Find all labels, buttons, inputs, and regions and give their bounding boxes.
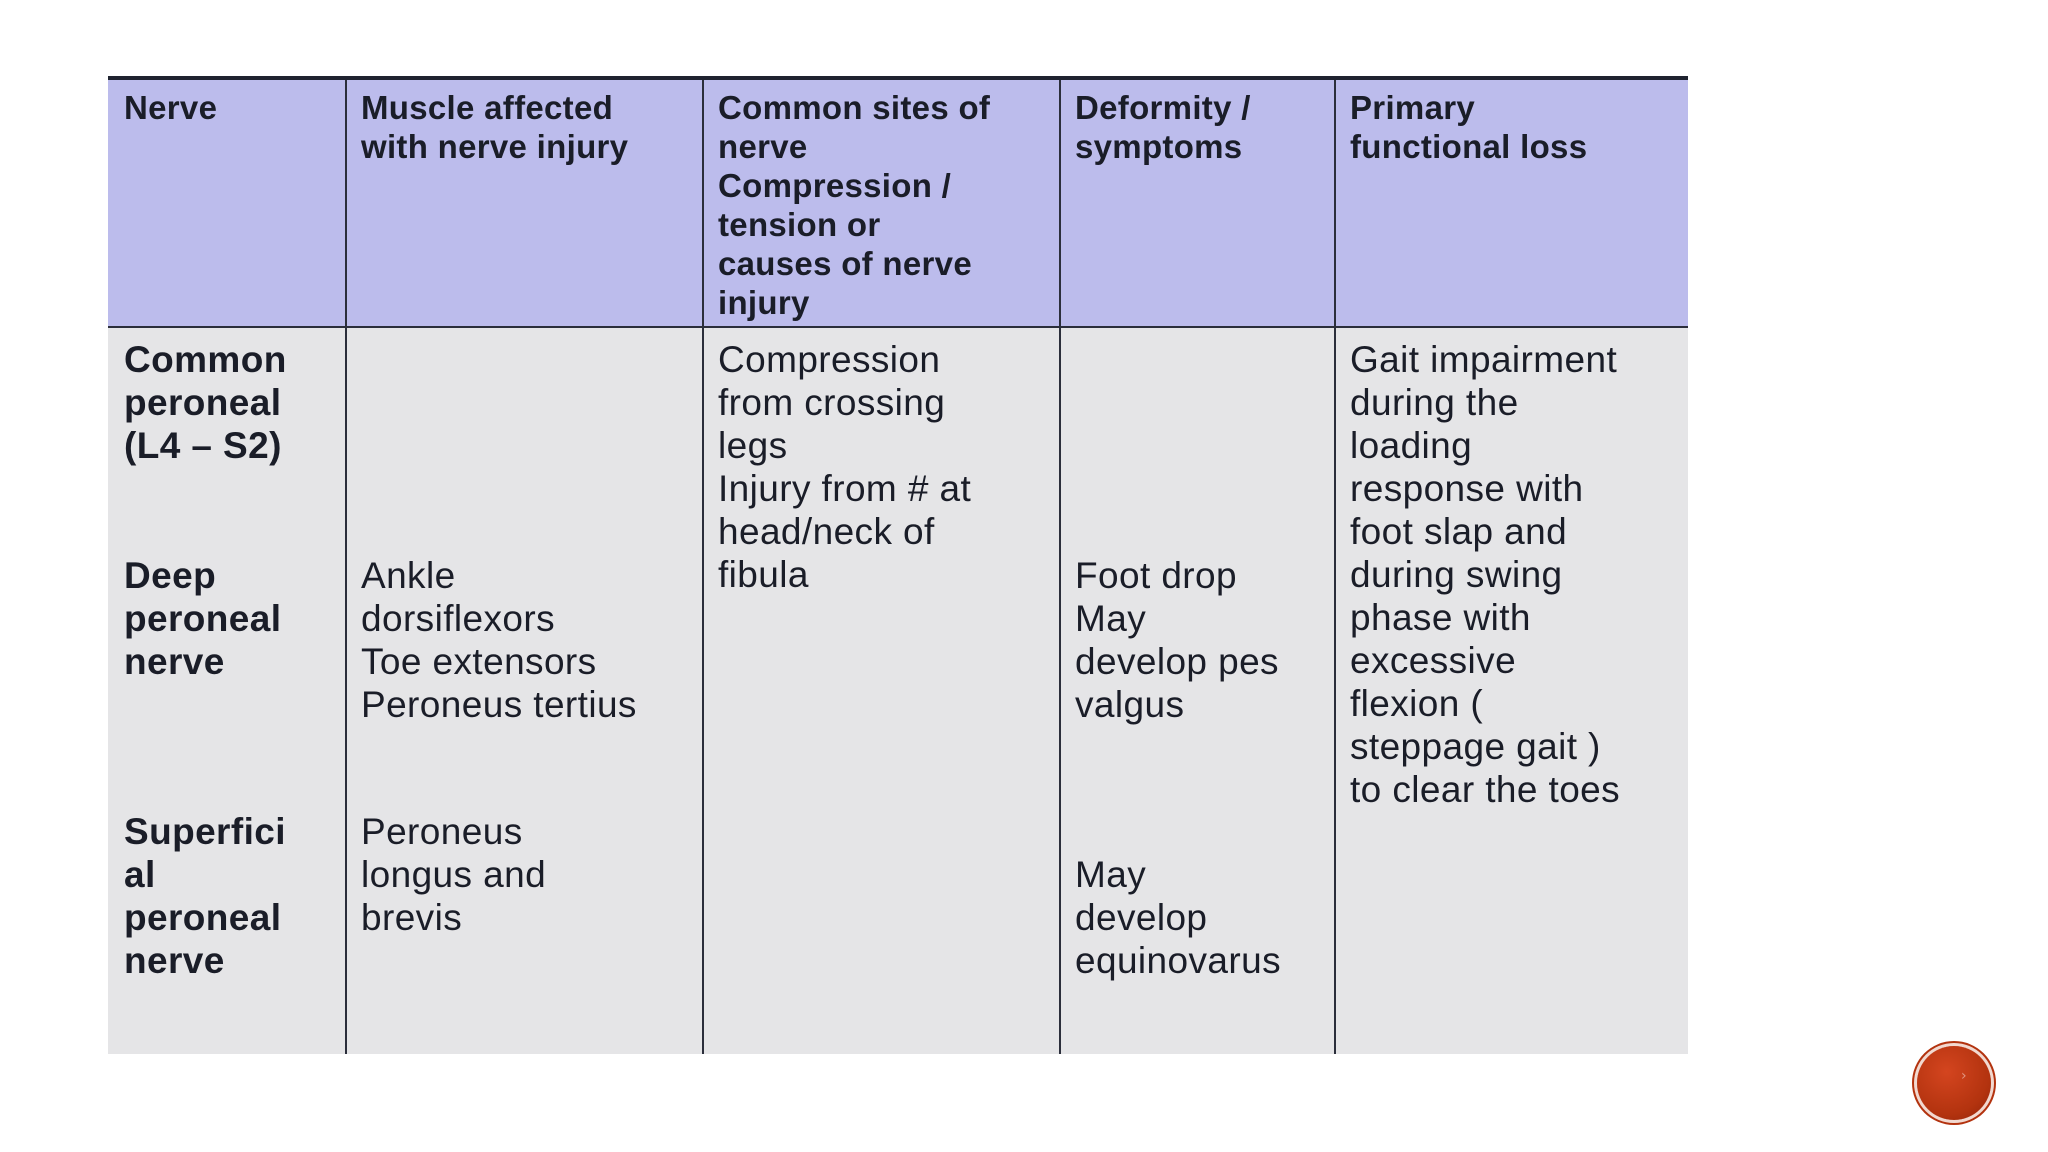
compression-common-peroneal: Compression from crossing legs Injury from # at head/neck of fibula [718, 339, 972, 595]
next-slide-icon: › [1961, 1068, 1967, 1084]
divider [1334, 80, 1336, 1054]
next-slide-button[interactable] [1917, 1046, 1991, 1120]
header-cell-compression [702, 80, 1059, 328]
functional-loss-common-peroneal: Gait impairment during the loading response with foot slap and during swing phase with excessive flexion ( steppage gait ) to clear the toes [1350, 339, 1621, 810]
divider [345, 80, 347, 1054]
body-cell-functional-loss [1334, 328, 1688, 1054]
body-cell-deformity [1059, 328, 1334, 1054]
header-compression: Common sites of nerve Compression / tension or causes of nerve injury [718, 89, 991, 321]
column-muscle [345, 80, 702, 1054]
divider [1059, 80, 1061, 1054]
body-cell-muscle [345, 328, 702, 1054]
column-deformity [1059, 80, 1334, 1054]
header-cell-nerve [108, 80, 345, 328]
muscle-deep-peroneal: Ankle dorsiflexors Toe extensors Peroneus tertius [361, 555, 637, 725]
deformity-superficial-peroneal: May develop equinovarus [1075, 854, 1281, 981]
header-cell-muscle [345, 80, 702, 328]
column-nerve [108, 80, 345, 1054]
deformity-deep-peroneal: Foot drop May develop pes valgus [1075, 555, 1279, 725]
header-cell-deformity [1059, 80, 1334, 328]
nerve-superficial-peroneal: Superfici al peroneal nerve [124, 811, 286, 981]
body-cell-compression [702, 328, 1059, 1054]
nerve-injury-table [108, 76, 1688, 1054]
header-nerve: Nerve [124, 89, 218, 126]
divider [702, 80, 704, 1054]
column-functional-loss [1334, 80, 1688, 1054]
header-cell-functional-loss [1334, 80, 1688, 328]
header-functional-loss: Primary functional loss [1350, 89, 1588, 165]
nerve-common-peroneal: Common peroneal (L4 – S2) [124, 339, 287, 466]
header-deformity: Deformity / symptoms [1075, 89, 1251, 165]
column-compression [702, 80, 1059, 1054]
muscle-superficial-peroneal: Peroneus longus and brevis [361, 811, 547, 938]
body-cell-nerve [108, 328, 345, 1054]
nerve-deep-peroneal: Deep peroneal nerve [124, 555, 282, 682]
header-muscle: Muscle affected with nerve injury [361, 89, 629, 165]
